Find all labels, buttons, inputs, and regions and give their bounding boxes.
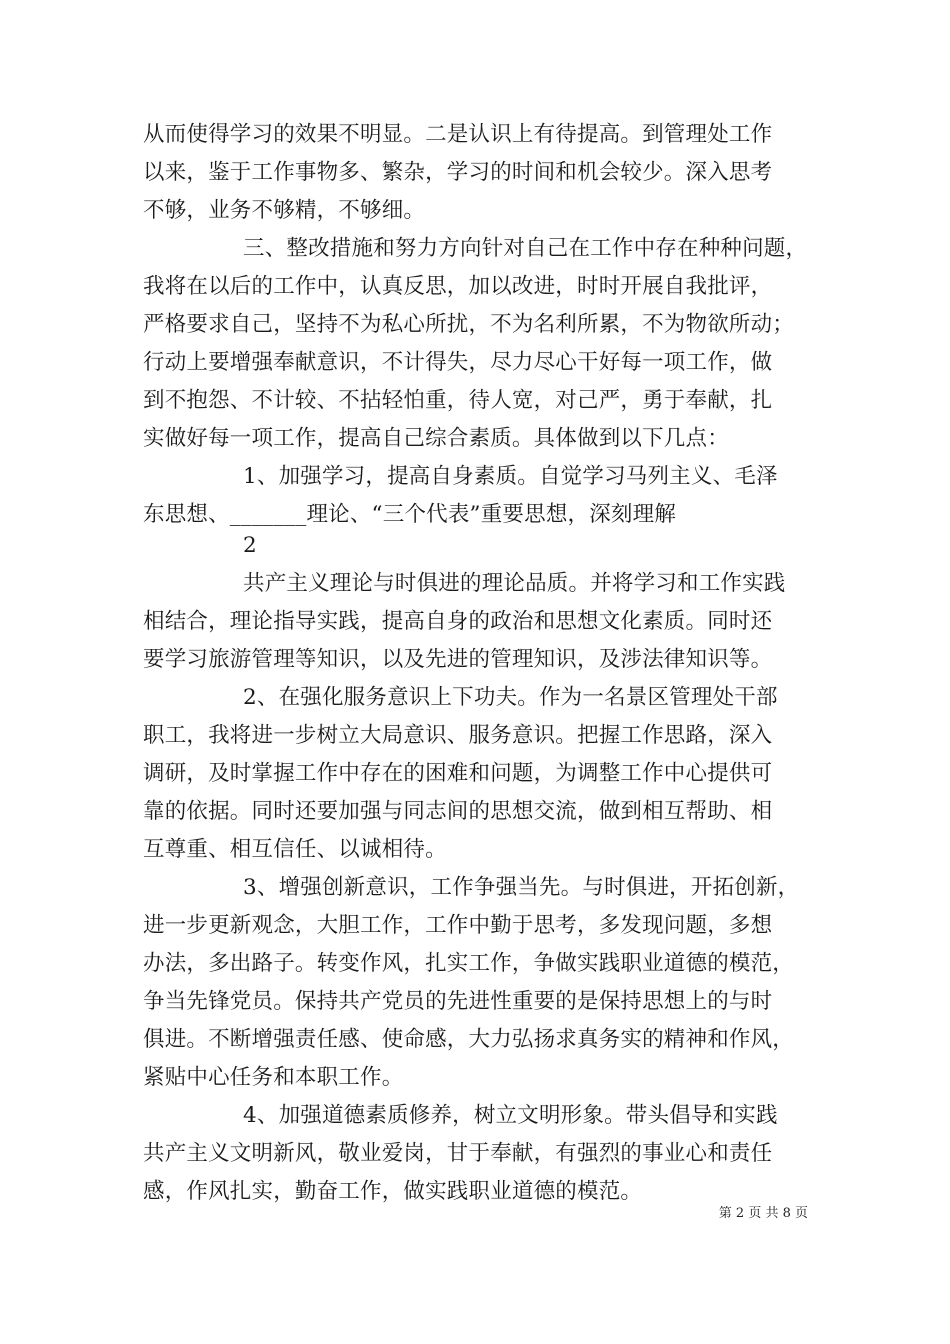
text-line: 互尊重、相互信任、以诚相待。 — [143, 837, 447, 862]
text-line: 我将在以后的工作中，认真反思，加以改进，时时开展自我批评， — [143, 274, 773, 299]
text-line: 靠的依据。同时还要加强与同志间的思想交流，做到相互帮助、相 — [143, 799, 773, 824]
text-line: 严格要求自己，坚持不为私心所扰，不为名利所累，不为物欲所动； — [143, 312, 795, 337]
text-line: 紧贴中心任务和本职工作。 — [143, 1065, 404, 1090]
text-line: 相结合，理论指导实践，提高自身的政治和思想文化素质。同时还 — [143, 609, 773, 634]
text-line: 不够，业务不够精，不够细。 — [143, 198, 426, 223]
text-line: 2 — [243, 533, 257, 558]
text-line: 3、增强创新意识，工作争强当先。与时俱进，开拓创新， — [243, 875, 800, 900]
text-line: 要学习旅游管理等知识，以及先进的管理知识，及涉法律知识等。 — [143, 647, 773, 672]
text-line: 调研，及时掌握工作中存在的困难和问题，为调整工作中心提供可 — [143, 761, 773, 786]
text-line: 共产主义理论与时俱进的理论品质。并将学习和工作实践 — [243, 571, 786, 596]
text-line: 以来，鉴于工作事物多、繁杂，学习的时间和机会较少。深入思考 — [143, 160, 773, 185]
page-number-footer: 第 2 页 共 8 页 — [718, 1206, 808, 1221]
text-line: 共产主义文明新风，敬业爱岗，甘于奉献，有强烈的事业心和责任 — [143, 1141, 773, 1166]
text-line: 争当先锋党员。保持共产党员的先进性重要的是保持思想上的与时 — [143, 989, 773, 1014]
text-line: 实做好每一项工作，提高自己综合素质。具体做到以下几点： — [143, 426, 729, 451]
text-line: 进一步更新观念，大胆工作，工作中勤于思考，多发现问题，多想 — [143, 913, 773, 938]
text-line: 俱进。不断增强责任感、使命感，大力弘扬求真务实的精神和作风， — [143, 1027, 795, 1052]
text-line: 到不抱怨、不计较、不拈轻怕重，待人宽，对己严，勇于奉献，扎 — [143, 388, 773, 413]
text-line: 2、在强化服务意识上下功夫。作为一名景区管理处干部 — [243, 685, 778, 710]
text-line: 办法，多出路子。转变作风，扎实工作，争做实践职业道德的模范， — [143, 951, 795, 976]
text-line: 东思想、_______理论、“三个代表”重要思想，深刻理解 — [143, 502, 677, 527]
text-line: 1、加强学习，提高自身素质。自觉学习马列主义、毛泽 — [243, 464, 778, 489]
text-line: 三、整改措施和努力方向针对自己在工作中存在种种问题， — [243, 236, 808, 261]
text-line: 从而使得学习的效果不明显。二是认识上有待提高。到管理处工作 — [143, 122, 773, 147]
text-line: 感，作风扎实，勤奋工作，做实践职业道德的模范。 — [143, 1179, 643, 1204]
text-line: 行动上要增强奉献意识，不计得失，尽力尽心干好每一项工作，做 — [143, 350, 773, 375]
text-line: 4、加强道德素质修养，树立文明形象。带头倡导和实践 — [243, 1103, 778, 1128]
text-line: 职工，我将进一步树立大局意识、服务意识。把握工作思路，深入 — [143, 723, 773, 748]
